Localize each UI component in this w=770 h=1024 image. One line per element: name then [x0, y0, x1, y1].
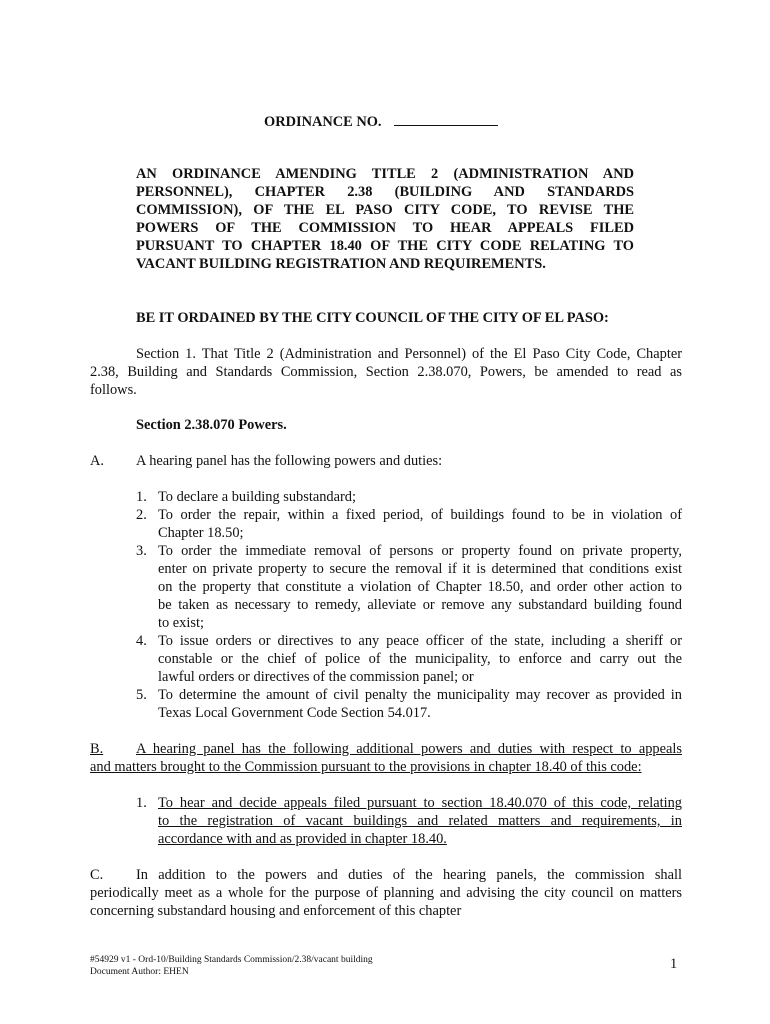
ordinance-number-blank	[394, 112, 498, 126]
caption-line: VACANT BUILDING REGISTRATION AND REQUIREMENTS.	[136, 256, 546, 272]
caption-line: PURSUANT TO CHAPTER 18.40 OF THE CITY CODE RELATING TO	[136, 238, 634, 254]
list-a-num: 2.	[136, 507, 147, 523]
list-b-num: 1.	[136, 795, 147, 811]
section1-line: 2.38, Building and Standards Commission, Section 2.38.070, Powers, be amended to read as	[90, 364, 682, 380]
footer-author: Document Author: EHEN	[90, 967, 189, 977]
list-b-line: To hear and decide appeals filed pursuant to section 18.40.070 of this code, relating	[158, 795, 682, 811]
part-c-line: In addition to the powers and duties of the hearing panels, the commission shall	[136, 867, 682, 883]
list-a-line: Texas Local Government Code Section 54.017.	[158, 705, 431, 721]
list-a-line: To order the repair, within a fixed period, of buildings found to be in violation of	[158, 507, 682, 523]
part-b-letter-text: B.	[90, 741, 104, 757]
list-b-line: accordance with and as provided in chapter 18.40.	[158, 831, 447, 847]
list-a-line: be taken as necessary to remedy, alleviate or remove any substandard building found	[158, 597, 682, 613]
list-a-line: to exist;	[158, 615, 204, 631]
list-a-line: To issue orders or directives to any peace officer of the state, including a sheriff or	[158, 633, 682, 649]
list-a-num: 5.	[136, 687, 147, 703]
caption-line: COMMISSION), OF THE EL PASO CITY CODE, TO REVISE THE	[136, 202, 634, 218]
list-a-line: on the property that constitute a violation of Chapter 18.50, and order other action to	[158, 579, 682, 595]
caption-line: POWERS OF THE COMMISSION TO HEAR APPEALS FILED	[136, 220, 634, 236]
section1-line: Section 1. That Title 2 (Administration and Personnel) of the El Paso City Code, Chapter	[136, 346, 682, 362]
part-c-letter: C.	[90, 867, 104, 883]
part-a-text: A hearing panel has the following powers and duties:	[136, 453, 443, 469]
part-b-line: and matters brought to the Commission pursuant to the provisions in chapter 18.40 of this code:	[90, 759, 642, 775]
section1-line: follows.	[90, 382, 137, 398]
list-a-line: To determine the amount of civil penalty the municipality may recover as provided in	[158, 687, 682, 703]
part-c-line: periodically meet as a whole for the purpose of planning and advising the city council on matters	[90, 885, 682, 901]
caption-line: PERSONNEL), CHAPTER 2.38 (BUILDING AND STANDARDS	[136, 184, 634, 200]
caption-line: AN ORDINANCE AMENDING TITLE 2 (ADMINISTRATION AND	[136, 166, 634, 182]
ordinance-title-label: ORDINANCE NO.	[264, 114, 382, 130]
list-a-line: To order the immediate removal of persons or property found on private property,	[158, 543, 682, 559]
ordinance-title	[264, 112, 498, 131]
section-heading: Section 2.38.070 Powers.	[136, 417, 287, 433]
list-a-num: 1.	[136, 489, 147, 505]
part-c-line: concerning substandard housing and enforcement of this chapter	[90, 903, 462, 919]
part-a-letter: A.	[90, 453, 104, 469]
page-number: 1	[670, 956, 678, 972]
list-a-line: Chapter 18.50;	[158, 525, 244, 541]
ordained-clause: BE IT ORDAINED BY THE CITY COUNCIL OF THE CITY OF EL PASO:	[136, 310, 609, 326]
part-b-letter	[90, 740, 136, 758]
list-a-line: To declare a building substandard;	[158, 489, 357, 505]
list-b-line: to the registration of vacant buildings and related matters and requirements, in	[158, 813, 682, 829]
list-a-num: 3.	[136, 543, 147, 559]
list-a-line: enter on private property to secure the removal if it is determined that conditions exist	[158, 561, 682, 577]
list-a-line: constable or the chief of police of the municipality, to enforce and carry out the	[158, 651, 682, 667]
part-b-line: A hearing panel has the following additional powers and duties with respect to appeals	[136, 741, 682, 757]
list-a-num: 4.	[136, 633, 147, 649]
footer-doc-ref: #54929 v1 - Ord-10/Building Standards Commission/2.38/vacant building	[90, 955, 373, 965]
list-a-line: lawful orders or directives of the commission panel; or	[158, 669, 474, 685]
